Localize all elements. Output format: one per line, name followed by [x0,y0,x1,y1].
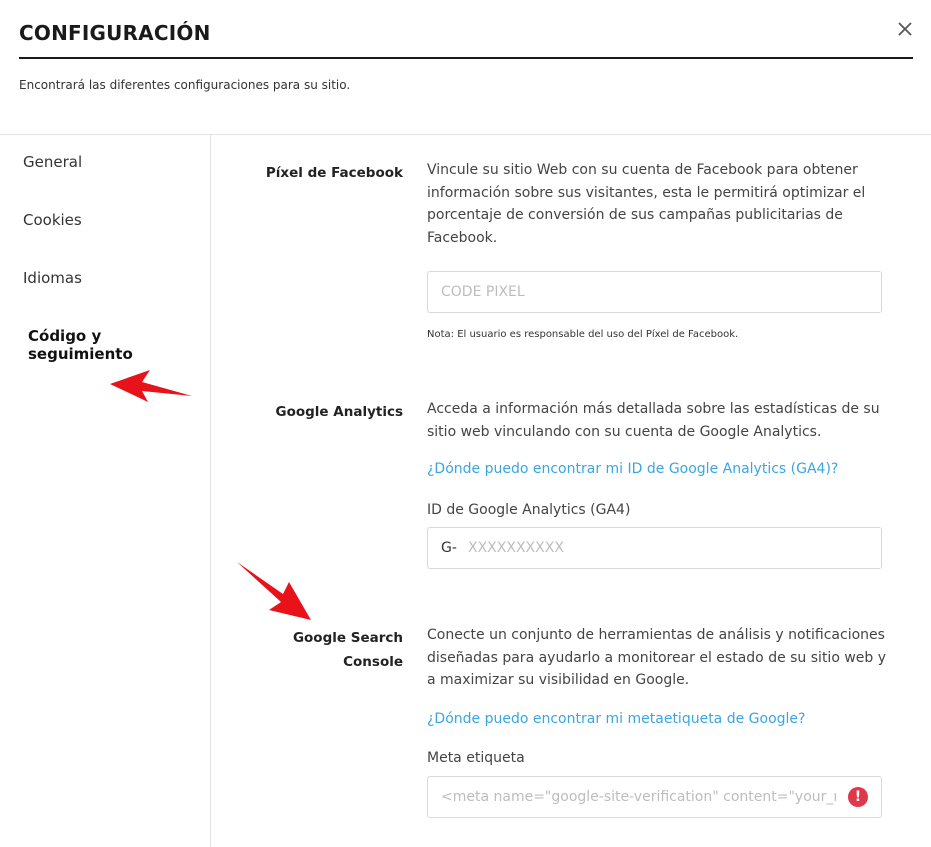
title-divider [19,57,913,59]
facebook-pixel-label: Píxel de Facebook [265,165,403,181]
sidebar-item-general[interactable]: General [23,153,83,171]
meta-tag-input[interactable] [441,777,836,817]
facebook-pixel-input[interactable] [441,272,871,312]
google-analytics-field[interactable] [427,527,882,569]
modal-header [0,0,931,135]
google-analytics-field-label: ID de Google Analytics (GA4) [427,502,631,518]
google-analytics-description: Acceda a información más detallada sobre las estadísticas de su sitio web vinculando con su cuenta de Google Analytics. [427,401,880,440]
error-icon: ! [848,787,868,807]
page-title: CONFIGURACIÓN [19,21,211,45]
google-analytics-help-link[interactable]: ¿Dónde puedo encontrar mi ID de Google Analytics (GA4)? [427,461,839,477]
sidebar [0,135,211,847]
page-subtitle: Encontrará las diferentes configuraciones para su sitio. [19,78,351,92]
google-analytics-label: Google Analytics [275,404,403,420]
ga-prefix: G- [441,540,457,556]
facebook-pixel-description: Vincule su sitio Web con su cuenta de Facebook para obtener información sobre sus visitantes, esta le permitirá optimizar el porcentaje de conversión de sus campañas publicitarias de Facebook. [427,162,866,246]
red-arrow-down-right-icon [235,560,315,622]
close-icon[interactable] [895,19,915,39]
sidebar-item-codigo-seguimiento[interactable]: Código y seguimiento [28,327,133,363]
sidebar-item-idiomas[interactable]: Idiomas [23,269,82,287]
google-search-console-description: Conecte un conjunto de herramientas de análisis y notificaciones diseñadas para ayudarlo a monitorear el estado de su sitio web y a maximizar su visibilidad en Google. [427,627,887,688]
facebook-pixel-note: Nota: El usuario es responsable del uso del Píxel de Facebook. [427,329,739,340]
facebook-pixel-field[interactable] [427,271,882,313]
red-arrow-left-icon [108,368,194,404]
sidebar-item-cookies[interactable]: Cookies [23,211,82,229]
google-search-console-label: Google Search Console [292,630,403,670]
google-analytics-input[interactable] [468,528,868,568]
google-search-console-help-link[interactable]: ¿Dónde puedo encontrar mi metaetiqueta de Google? [427,711,806,727]
meta-tag-field[interactable] [427,776,882,818]
meta-tag-field-label: Meta etiqueta [427,750,525,766]
